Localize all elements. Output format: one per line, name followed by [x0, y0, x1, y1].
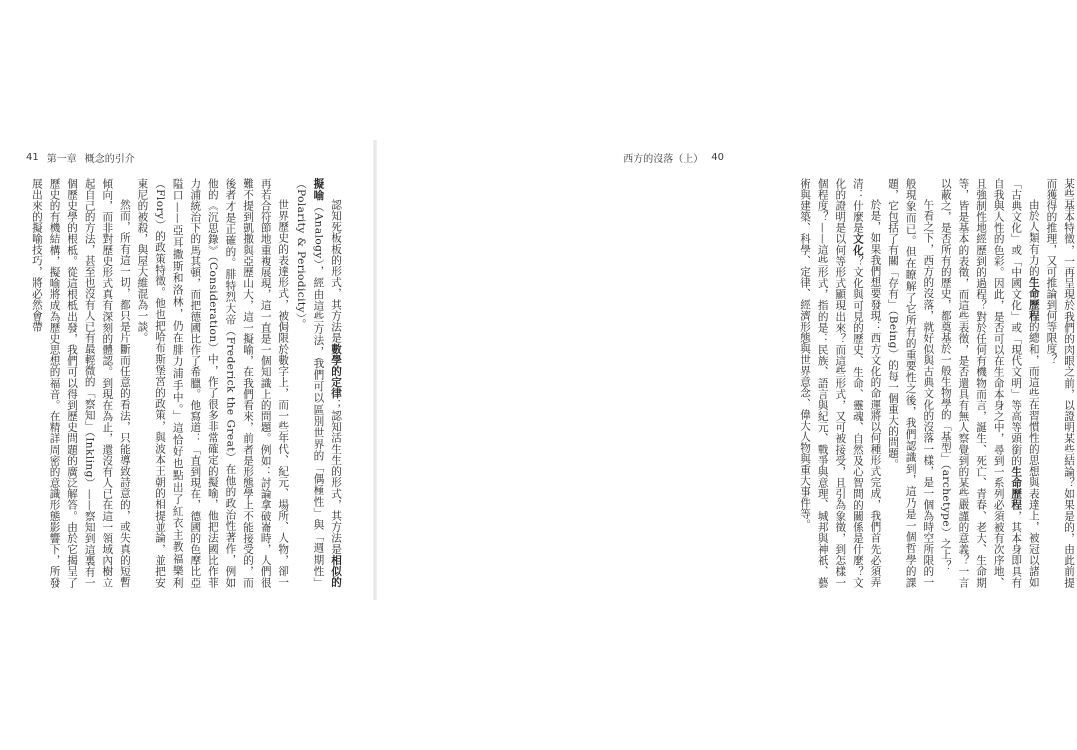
text-run: 世界歷史的表達形式，被侷限於數字上，而一些年代、紀元、場所、人物，卻一再若合符節地重複展現，這一直是一個知識上的問題。例如：討論拿破崙時，人們很難不提到凱撒與亞歷山大，這一擬喻，在我們看來，前者是形態學上不能接受的，而後者才是正確的。腓特烈大帝（Frederick the Great）在他的政治性著作，例如他的《沉思錄》（Consideration）中，作了很多非常確定的擬喻，他把法國比作菲力浦統治下的馬其頓，而把德國比作了希臘。他寫道：「直到現在，德國的色摩比亞隘口——亞耳撒斯和洛林，仍在腓力浦手中。」這恰好也點出了紅衣主教福樂利（Flory）的政策特徵。他也把哈布斯堡宮的政策，與波本王朝的相提並論，並把安東尼的被殺，與屋大維混為一談。 — [136, 178, 290, 588]
text-run: ？文化與可見的歷史、生命、靈魂、自然及心智間的關係是什麼？文化的證明是以何等形式顯現出來？而這些形式，又可被接受，且引為象徵，到怎樣一個程度？——這些形式，指的是：民族、語言與紀元、戰爭與意理、城邦與神祇、藝術與建築、科學、定律、經濟形態與世界意念、偉大人物與重大事件等。 — [799, 178, 864, 589]
bold-term: 生命歷程 — [1010, 466, 1023, 511]
left-page-number: 41 — [26, 151, 39, 163]
left-page-header — [26, 150, 135, 164]
right-page — [375, 0, 1075, 750]
chapter-number: 第一章 — [46, 153, 77, 165]
right-page-number: 40 — [711, 151, 724, 163]
text-run: 午看之下，西方的沒落，就好似與古典文化的沒落一樣，是一個為時空所限的一般現象而已。但在瞭解了它所有的重要性之後，我們認識到，這乃是一個哲學的課題，它包括了有關「存有」（Being）的每一個重大的問題。 — [887, 178, 935, 588]
right-paragraph — [796, 178, 884, 588]
right-page-header — [623, 150, 724, 164]
right-paragraph — [936, 178, 1042, 588]
text-run: 由於人類有力的 — [1027, 199, 1040, 277]
left-paragraph — [133, 178, 291, 588]
text-run: 於是，如果我們想要發現：西方文化的命運將以何種形式完成，我們首先必須弄清：什麼是 — [851, 178, 882, 588]
text-run: （Analogy），經由這些方法，我們可以區別世界的「偶極性」與「週期性」（Polarity & Periodicity）。 — [294, 178, 325, 588]
text-run: 某些基本特徵，一再呈現於我們的肉眼之前，以證明某些結論？如果是的，由此前提而獲得的推理，又可推論到何等限度？ — [1045, 178, 1075, 588]
right-page-body — [777, 178, 1077, 588]
right-paragraph — [883, 178, 936, 588]
text-run: ，其本身即具有自我與人性的色彩。因此，是否可以在生命本身之中，尋到一系列必須被有次序地、且強制性地經歷到的過程？對於任何有機物而言，誕生、死亡、青春、老大、生命期等，皆是基本的表徵，而這些表徵，是否還具有無人察覺到的某些嚴謹的意義？一言以蔽之，是否所有的歷史，都奠基於一般生物學的「基型」（archetype）之上？ — [939, 178, 1023, 589]
text-run: 認知死板板的形式，其方法是 — [330, 199, 342, 344]
text-run: 然而，所有這一切，都只是片斷而任意的看法，只能導致詩意的，或失真的短暫傾向，而非對歷史形式真有深刻的體認。到現在為止，還沒有人已在這一領域內樹立起自己的方法，甚至也沒有人已有最輕微的「察知」（Inkling）——察知到這裏有一個歷史學的根柢。從這根柢出發，我們可以得到歷史問題的廣泛解答。由於它揭呈了歷史的有機結構，擬喻將成為歷史思想的福音。在精詳周密的意識形態影響下，所發展出來的擬喻技巧，將必然會帶 — [30, 178, 131, 588]
text-run: ；認知活生生的形式，其方法是 — [330, 399, 342, 555]
bold-term: 生命歷程 — [1027, 276, 1040, 322]
left-paragraph — [291, 178, 344, 588]
bold-term: 相似的擬喻 — [312, 178, 342, 589]
left-page — [0, 0, 375, 750]
text-run: 的總和，而這些在習慣性的思想與表達上，被冠以諸如「古典文化」或「中國文化」或「現代文明」等高等頭銜的 — [1010, 178, 1040, 589]
left-paragraph — [27, 178, 133, 588]
chapter-title: 概念的引介 — [84, 153, 135, 165]
left-page-body — [30, 178, 344, 589]
running-head: 西方的沒落（上） — [623, 153, 704, 165]
bold-term: 數學的定律 — [330, 343, 342, 400]
bold-term: 文化 — [851, 233, 864, 256]
right-paragraph — [1042, 178, 1077, 588]
